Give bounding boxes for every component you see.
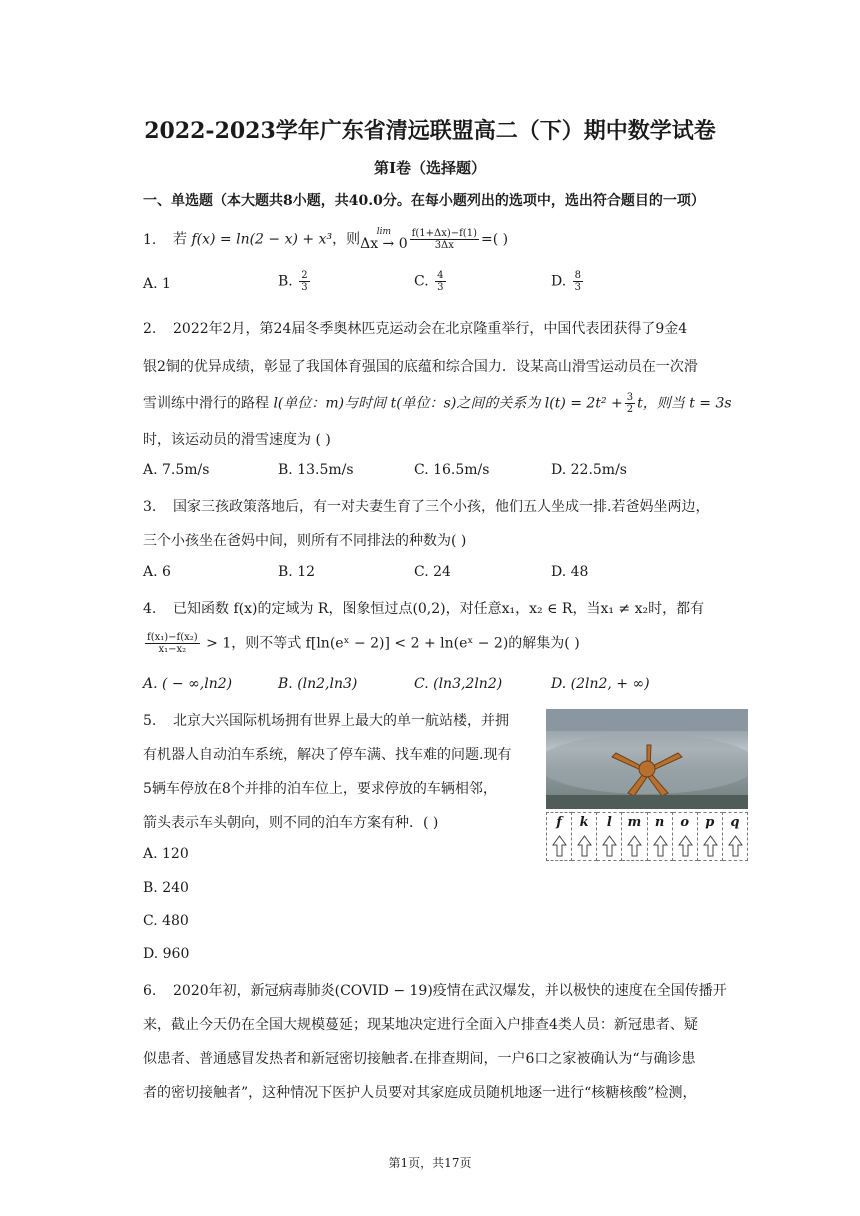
- question-2-line-4: 时，该运动员的滑雪速度为 ( ): [143, 432, 331, 448]
- parking-slot: [723, 812, 748, 861]
- volume-subtitle: 第I卷（选择题）: [373, 159, 487, 177]
- up-arrow-icon: [653, 835, 668, 857]
- q2-option-a: A. 7.5m/s: [143, 462, 210, 478]
- question-number: 6.: [143, 983, 157, 999]
- parking-slot: [698, 812, 723, 861]
- question-4-line-2: $\frac{\text{f(x₁)−f(x₂)}}{\text{x₁−x₂}}$ > 1，则不等式 f[ln(eˣ − 2)] < 2 + ln(eˣ − 2)的解集为( ): [147, 632, 580, 655]
- parking-slot: [673, 812, 698, 861]
- question-1: [143, 228, 508, 251]
- slot-label: o: [680, 815, 690, 830]
- parking-slot: [648, 812, 673, 861]
- up-arrow-icon: [602, 835, 617, 857]
- q5-figure: [546, 709, 748, 861]
- parking-slot: [597, 812, 622, 861]
- q1-option-c: C. $\frac{4}{3}$: [414, 270, 444, 293]
- q2-option-b: B. 13.5m/s: [278, 462, 354, 478]
- question-5-line-4: 箭头表示车头朝向，则不同的泊车方案有种．( ): [143, 815, 439, 831]
- q4-option-d: D. (2ln2, + ∞): [551, 676, 650, 692]
- q4-option-a: A. ( − ∞,ln2): [143, 676, 233, 692]
- q3-option-d: D. 48: [551, 564, 589, 580]
- q1-text-mid: ，则: [332, 231, 361, 248]
- q1-text: 若: [173, 231, 187, 248]
- q1-blank: =( ): [480, 231, 509, 248]
- q1-limit: lim Δx → 0: [360, 227, 408, 252]
- slot-label: k: [579, 815, 589, 830]
- parking-slots: [546, 812, 748, 861]
- question-number: 3.: [143, 499, 157, 515]
- q4-fraction: $\frac{\text{f(x₁)−f(x₂)}}{\text{x₁−x₂}}$: [147, 632, 198, 655]
- q1-option-a: A. 1: [143, 276, 171, 292]
- question-6-line-2: 来，截止今天仍在全国大规模蔓延；现某地决定进行全面入户排查4类人员：新冠患者、疑: [143, 1017, 698, 1033]
- question-3-line-2: 三个小孩坐在爸妈中间，则所有不同排法的种数为( ): [143, 533, 467, 549]
- q1-option-b: B. $\frac{2}{3}$: [278, 270, 308, 293]
- q5-option-c: C. 480: [143, 913, 189, 929]
- q3-option-c: C. 24: [414, 564, 451, 580]
- section-heading: 一、单选题（本大题共8小题，共40.0分。在每小题列出的选项中，选出符合题目的一项）: [143, 193, 705, 209]
- question-5-line-3: 5辆车停放在8个并排的泊车位上，要求停放的车辆相邻，: [143, 781, 497, 797]
- up-arrow-icon: [552, 835, 567, 857]
- slot-label: q: [730, 815, 740, 830]
- up-arrow-icon: [577, 835, 592, 857]
- question-5-line-1: 5. 北京大兴国际机场拥有世界上最大的单一航站楼，并拥: [143, 713, 509, 729]
- up-arrow-icon: [678, 835, 693, 857]
- question-2-line-1: 2. 2022年2月，第24届冬季奥林匹克运动会在北京隆重举行，中国代表团获得了9金4: [143, 321, 688, 337]
- slot-label: f: [556, 815, 562, 830]
- up-arrow-icon: [703, 835, 718, 857]
- q5-option-b: B. 240: [143, 880, 189, 896]
- question-6-line-1: 6. 2020年初，新冠病毒肺炎(COVID − 19)疫情在武汉爆发，并以极快的速度在全国传播开: [143, 983, 727, 999]
- q5-option-d: D. 960: [143, 946, 190, 962]
- parking-slot: [572, 812, 597, 861]
- parking-slot: [622, 812, 647, 861]
- q2-option-d: D. 22.5m/s: [551, 462, 627, 478]
- question-2-line-3: 雪训练中滑行的路程 l(单位：m)与时间 t(单位：s)之间的关系为 l(t) = 2t² + $\frac{3}{2}$ t，则当 t = 3s: [143, 392, 732, 415]
- slot-label: n: [654, 815, 665, 830]
- question-6-line-4: 者的密切接触者”，这种情况下医护人员要对其家庭成员随机地逐一进行“核糖核酸”检测，: [143, 1085, 697, 1101]
- page-title: 2022-2023学年广东省清远联盟高二（下）期中数学试卷: [144, 118, 716, 144]
- q1-fraction: $\frac{f(1+\Delta x)-f(1)}{3\Delta x}$: [411, 228, 477, 251]
- q3-option-a: A. 6: [143, 564, 171, 580]
- question-5-line-2: 有机器人自动泊车系统，解决了停车满、找车难的问题.现有: [143, 747, 512, 763]
- question-2-line-2: 银2铜的优异成绩，彰显了我国体育强国的底蕴和综合国力．设某高山滑雪运动员在一次滑: [143, 359, 698, 375]
- airport-photo: [546, 709, 748, 809]
- question-number: 4.: [143, 601, 157, 617]
- q2-option-c: C. 16.5m/s: [414, 462, 490, 478]
- q1-option-d: D. $\frac{8}{3}$: [551, 270, 582, 293]
- slot-label: p: [705, 815, 715, 830]
- q3-option-b: B. 12: [278, 564, 316, 580]
- slot-label: m: [627, 815, 642, 830]
- question-number: 1.: [143, 231, 157, 248]
- question-4-line-1: 4. 已知函数 f(x)的定域为 R，图象恒过点(0,2)，对任意x₁，x₂ ∈ R，当x₁ ≠ x₂时，都有: [143, 601, 705, 617]
- question-3-line-1: 3. 国家三孩政策落地后，有一对夫妻生育了三个小孩，他们五人坐成一排.若爸妈坐两边，: [143, 499, 710, 515]
- question-number: 2.: [143, 321, 157, 337]
- q5-option-a: A. 120: [143, 846, 189, 862]
- up-arrow-icon: [728, 835, 743, 857]
- parking-slot: [546, 812, 572, 861]
- page-footer: 第1页，共17页: [388, 1156, 472, 1170]
- q1-formula: f(x) = ln(2 − x) + x³: [191, 231, 333, 248]
- up-arrow-icon: [627, 835, 642, 857]
- q4-option-b: B. (ln2,ln3): [278, 676, 358, 692]
- question-number: 5.: [143, 713, 157, 729]
- slot-label: l: [606, 815, 612, 830]
- question-6-line-3: 似患者、普通感冒发热者和新冠密切接触者.在排查期间，一户6口之家被确认为“与确诊患: [143, 1051, 696, 1067]
- q4-option-c: C. (ln3,2ln2): [414, 676, 503, 692]
